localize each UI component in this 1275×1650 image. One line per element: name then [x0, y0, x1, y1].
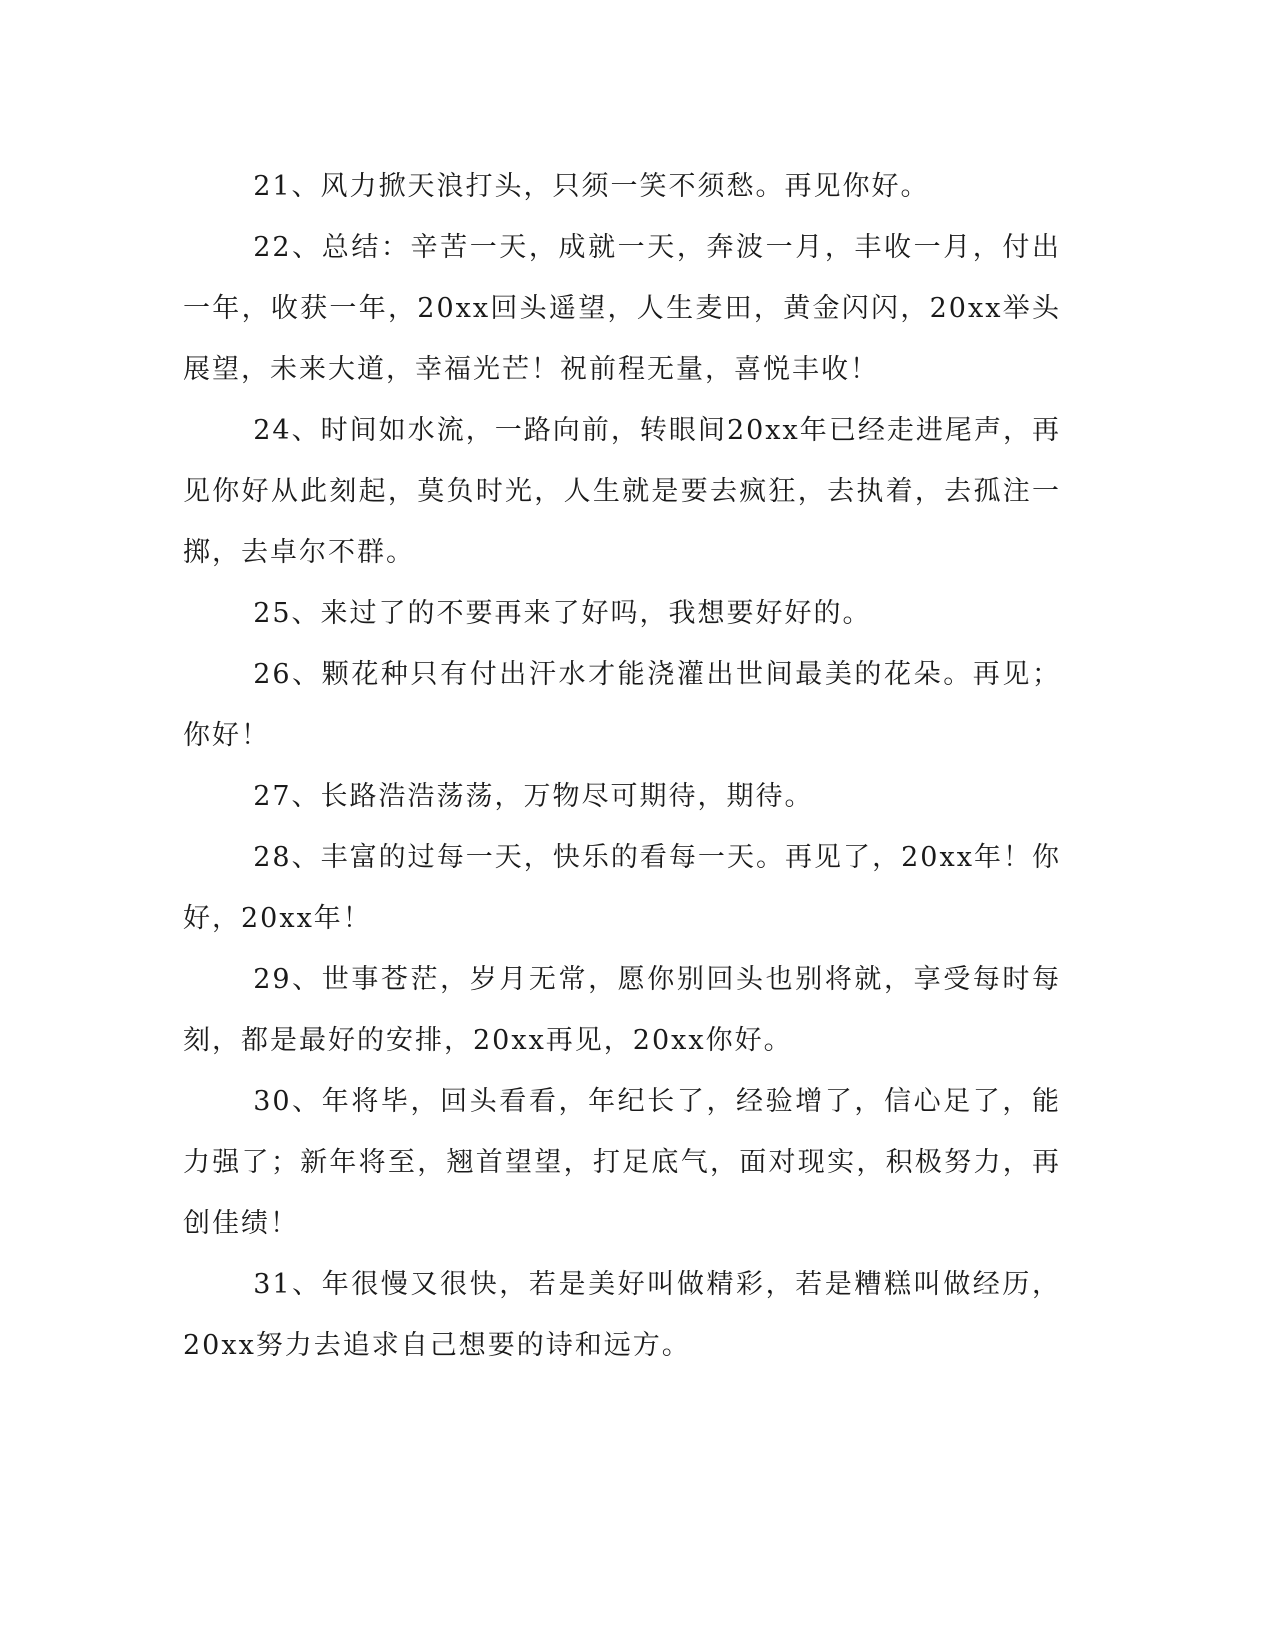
document-body	[183, 156, 1061, 1376]
paragraph-22: 22、总结：辛苦一天，成就一天，奔波一月，丰收一月，付出一年，收获一年，20xx回头遥望，人生麦田，黄金闪闪，20xx举头展望，未来大道，幸福光芒！祝前程无量，喜悦丰收！	[183, 232, 1061, 385]
paragraph-30: 30、年将毕，回头看看，年纪长了，经验增了，信心足了，能力强了；新年将至，翘首望望，打足底气，面对现实，积极努力，再创佳绩！	[183, 1086, 1061, 1239]
paragraph-26: 26、颗花种只有付出汗水才能浇灌出世间最美的花朵。再见；你好！	[183, 659, 1061, 751]
paragraph-24: 24、时间如水流，一路向前，转眼间20xx年已经走进尾声，再见你好从此刻起，莫负时光，人生就是要去疯狂，去执着，去孤注一掷，去卓尔不群。	[183, 415, 1061, 568]
paragraph-27: 27、长路浩浩荡荡，万物尽可期待，期待。	[253, 781, 814, 812]
paragraph-29: 29、世事苍茫，岁月无常，愿你别回头也别将就，享受每时每刻，都是最好的安排，20xx再见，20xx你好。	[183, 964, 1061, 1056]
paragraph-25: 25、来过了的不要再来了好吗，我想要好好的。	[253, 598, 872, 629]
paragraph-28: 28、丰富的过每一天，快乐的看每一天。再见了，20xx年！你好，20xx年！	[183, 842, 1061, 934]
paragraph-31: 31、年很慢又很快，若是美好叫做精彩，若是糟糕叫做经历，20xx努力去追求自己想要的诗和远方。	[183, 1269, 1061, 1361]
paragraph-21: 21、风力掀天浪打头，只须一笑不须愁。再见你好。	[253, 171, 930, 202]
